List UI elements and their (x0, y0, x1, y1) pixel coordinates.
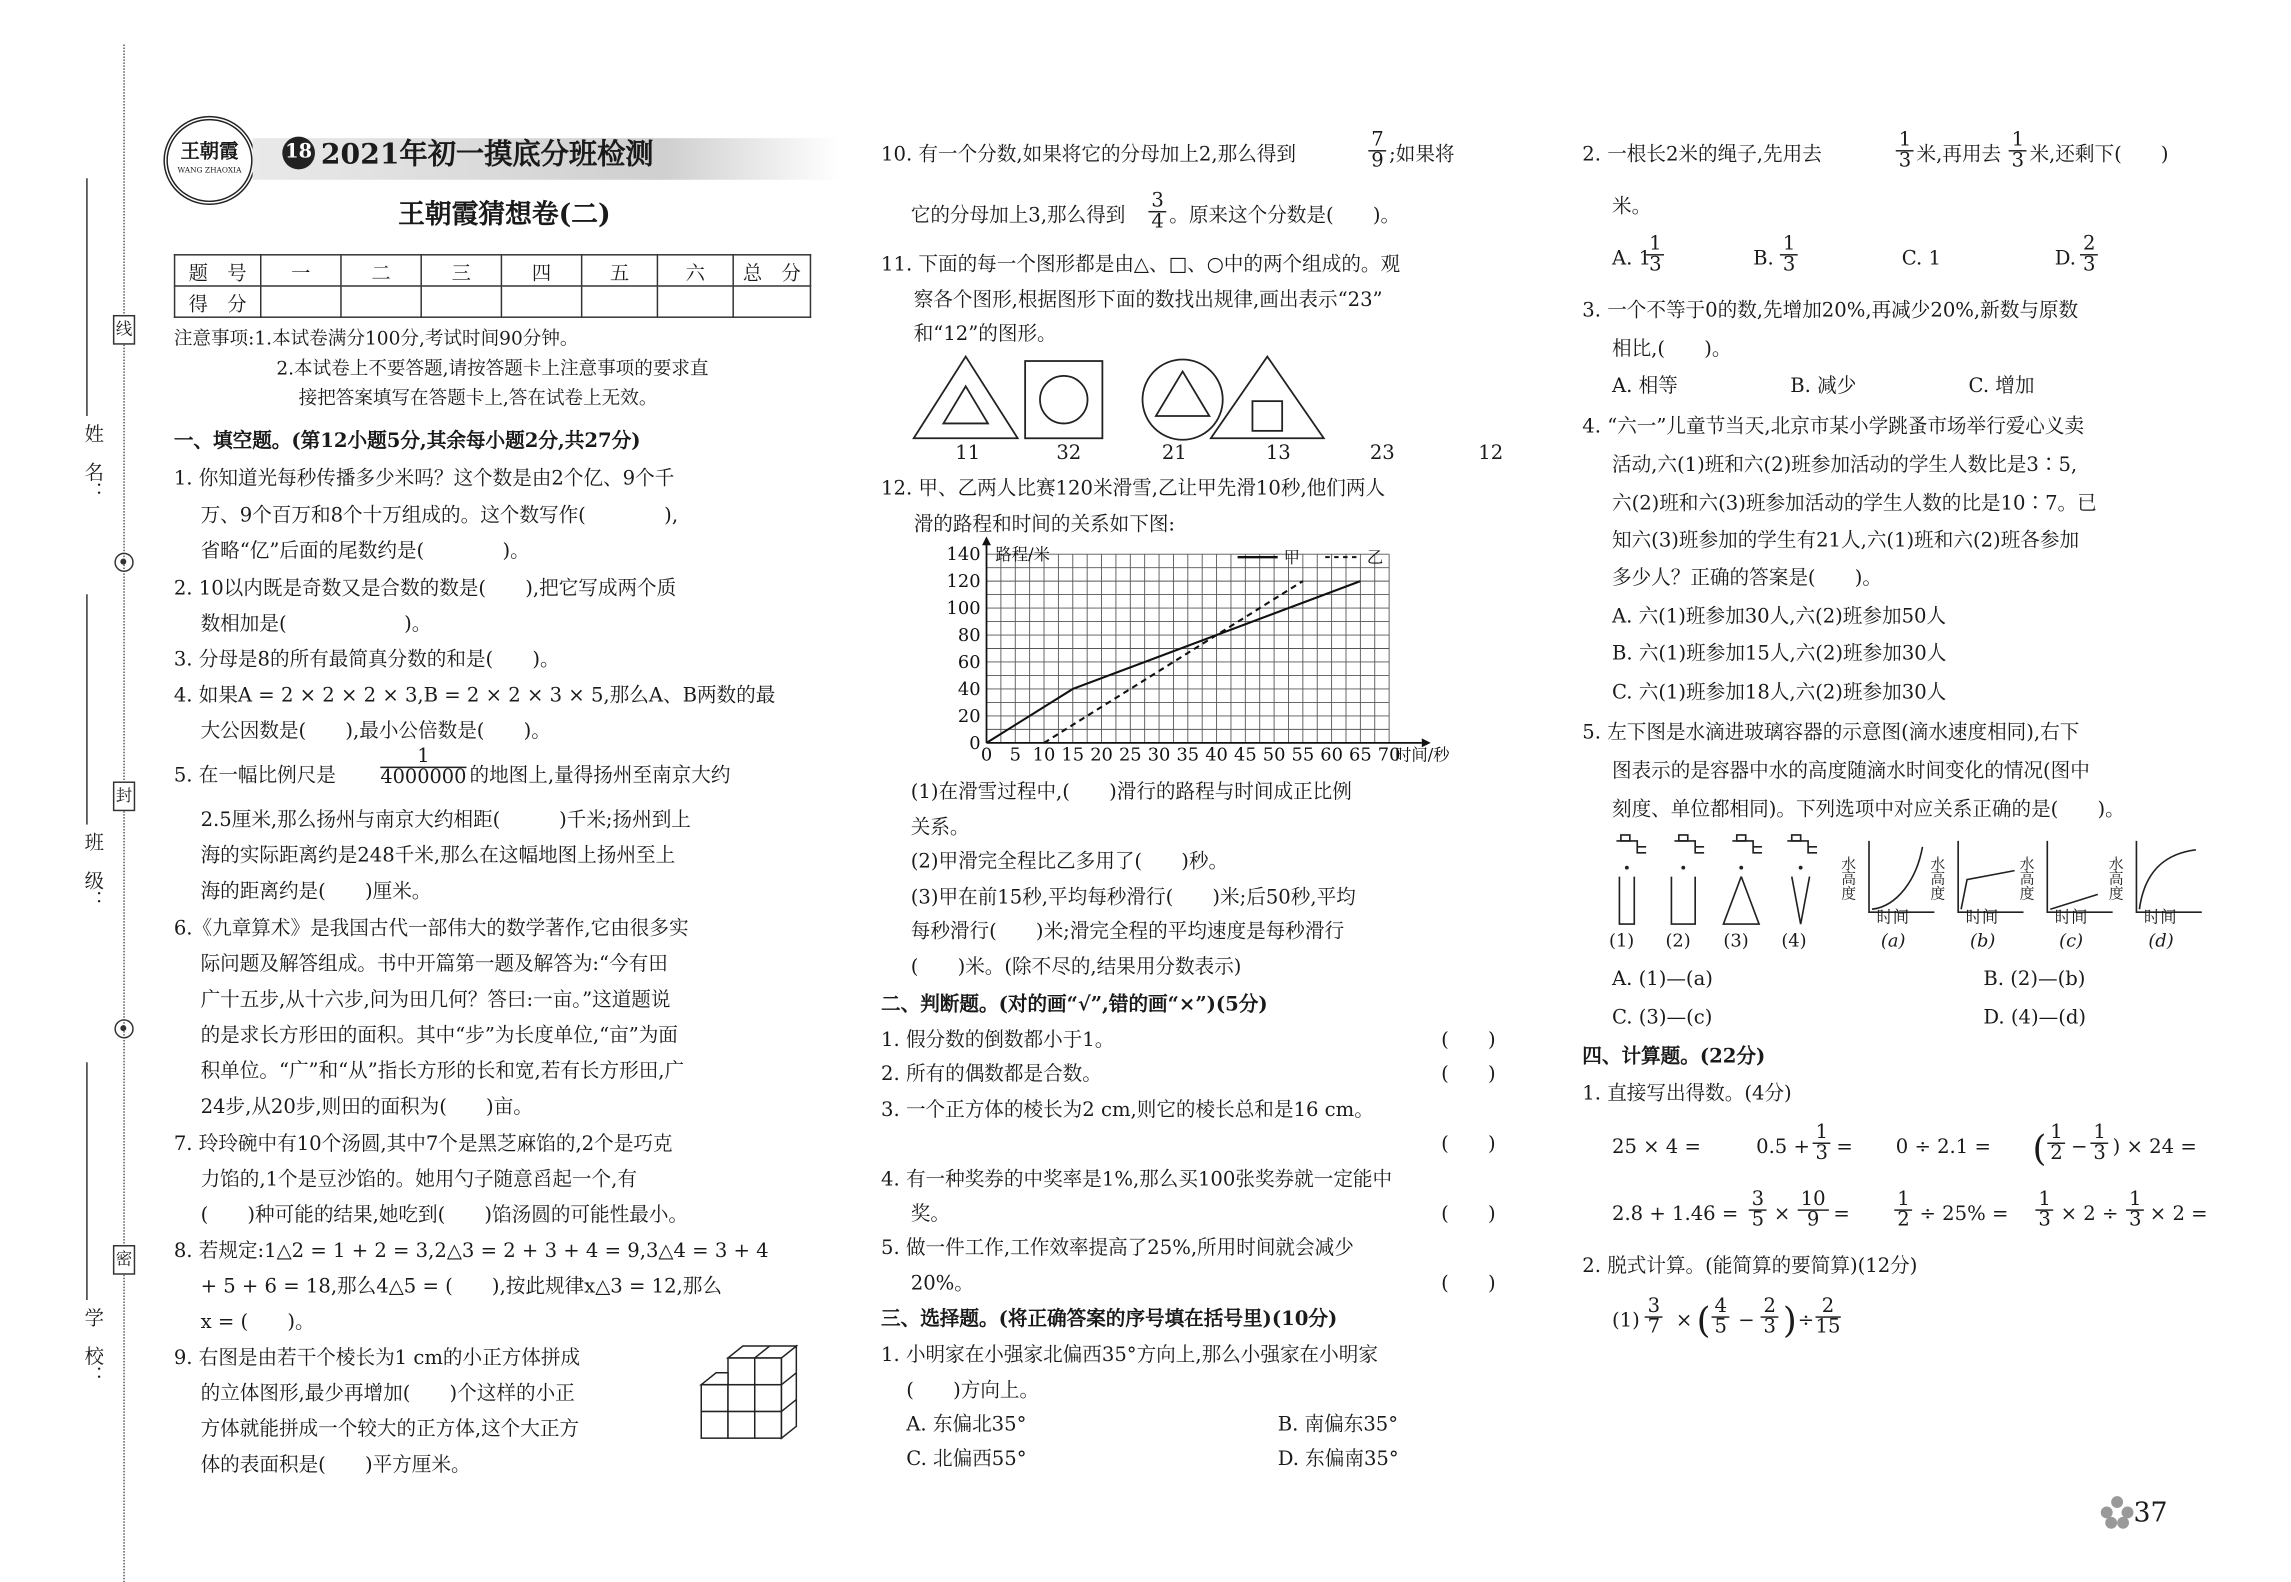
score-cell[interactable] (733, 286, 810, 317)
graph-label: (d) (2148, 930, 2174, 951)
choice-q5-line: 图表示的是容器中水的高度随滴水时间变化的情况(图中 (1611, 760, 2090, 783)
binding-mark-line: 线 (113, 315, 135, 345)
school-label: 学 校： (80, 1307, 103, 1385)
fraction-1-3: $\frac{1}{3}$ (1646, 235, 1664, 275)
x-tick-label: 0 (980, 744, 993, 766)
choice-option-b[interactable]: B. (2)—(b) (1983, 968, 2086, 991)
x-tick-label: 40 (1205, 744, 1228, 766)
fraction-2-3: $\frac{2}{3}$ (2080, 235, 2098, 275)
scale-fraction: $\frac{1}{4000000}$ (380, 745, 467, 789)
fraction-2-15: $\frac{2}{15}$ (1815, 1295, 1841, 1339)
y-tick-label: 0 (969, 732, 981, 754)
notice-2: 2.本试卷上不要答题,请按答题卡上注意事项的要求直 (276, 356, 709, 379)
shape-number: 13 (1265, 442, 1291, 466)
calc-expression: 25 × 4 = (1611, 1136, 1701, 1159)
section-4-heading: 四、计算题。(22分) (1582, 1045, 1766, 1069)
judge-item: 5. 做一件工作,工作效率提高了25%,所用时间就会减少 (881, 1237, 1354, 1260)
x-axis-label: 时间 (2143, 907, 2177, 928)
choice-q4-line: 六(2)班和六(3)班参加活动的学生人数的比是10∶7。已 (1611, 493, 2097, 516)
pattern-shapes (914, 354, 1538, 443)
choice-q2-line: 米,还剩下( ) (2029, 144, 2169, 167)
shape-number: 32 (1056, 442, 1082, 466)
x-tick-label: 20 (1090, 744, 1113, 766)
fraction-3-5: $\frac{3}{5}$ (1749, 1190, 1767, 1230)
calc-expression: ÷ 25% = (1919, 1203, 2009, 1226)
answer-paren[interactable]: ( ) (1441, 1029, 1496, 1052)
q10-line: 。原来这个分数是( )。 (1169, 205, 1401, 228)
shape-number-answer: 12 (1478, 442, 1504, 466)
x-tick-label: 70 (1377, 744, 1401, 766)
judge-item: 1. 假分数的倒数都小于1。 (881, 1029, 1115, 1052)
choice-option-b[interactable]: B. 减少 (1790, 375, 1857, 399)
q6-line: 积单位。“广”和“从”指长方形的长和宽,若有长方形田,广 (200, 1060, 685, 1084)
answer-paren[interactable]: ( ) (1441, 1063, 1496, 1087)
y-tick-label: 20 (957, 705, 981, 727)
q5-line: 2.5厘米,那么扬州与南京大约相距( )千米;扬州到上 (200, 809, 691, 832)
q7-line: ( )种可能的结果,她吃到( )馅汤圆的可能性最小。 (200, 1204, 689, 1228)
q9-line: 的立体图形,最少再增加( )个这样的小正 (200, 1383, 575, 1406)
choice-option-c[interactable]: C. (3)—(c) (1611, 1007, 1713, 1030)
q11-line: 和“12”的图形。 (913, 323, 1057, 347)
score-cell[interactable] (261, 286, 341, 317)
calc-expression: × (1773, 1203, 1791, 1226)
calc-expression: (1) (1611, 1310, 1640, 1333)
q6-line: 际问题及解答组成。书中开篇第一题及解答为:“今有田 (200, 953, 668, 977)
calc-paren: ( (1696, 1299, 1711, 1342)
fraction-3-7: $\frac{3}{7}$ (1645, 1297, 1663, 1337)
score-table: 题 号 一 二 三 四 五 六 总 分 得 分 (174, 254, 811, 318)
y-tick-label: 80 (957, 624, 981, 646)
x-tick-label: 15 (1061, 744, 1085, 766)
fraction-4-5: $\frac{4}{5}$ (1712, 1297, 1730, 1337)
x-tick-label: 45 (1233, 744, 1257, 766)
score-cell[interactable] (582, 286, 658, 317)
judge-item: 3. 一个正方体的棱长为2 cm,则它的棱长总和是16 cm。 (881, 1099, 1374, 1122)
choice-option-a[interactable]: A. 1 (1611, 248, 1652, 271)
water-containers-figure (1608, 835, 1846, 932)
choice-option-b[interactable]: B. 六(1)班参加15人,六(2)班参加30人 (1611, 643, 1947, 666)
choice-q2-line: 米,再用去 (1916, 144, 2002, 167)
x-axis-label: 时间 (1965, 907, 1999, 928)
fraction-1-2: $\frac{1}{2}$ (1894, 1190, 1912, 1230)
shape-number: 21 (1161, 442, 1187, 466)
x-tick-label: 65 (1349, 744, 1372, 766)
cube-stack-figure (698, 1337, 817, 1450)
container-label: (2) (1665, 930, 1691, 951)
q12-subline: 关系。 (910, 817, 970, 840)
fraction-7-9: $\frac{7}{9}$ (1368, 131, 1386, 171)
calc-expression: = (1833, 1203, 1850, 1226)
calc-paren: ( (2032, 1127, 2047, 1170)
graph-label: (a) (1880, 930, 1906, 951)
x-tick-label: 25 (1118, 744, 1142, 766)
q6-line: 6.《九章算术》是我国古代一部伟大的数学著作,它由很多实 (173, 918, 689, 941)
judge-item: 4. 有一种奖券的中奖率是1%,那么买100张奖券就一定能中 (881, 1169, 1393, 1192)
choice-option-c[interactable]: C. 增加 (1968, 375, 2035, 399)
calc-q2-heading: 2. 脱式计算。(能简算的要简算)(12分) (1582, 1255, 1918, 1278)
q10-line: ;如果将 (1389, 144, 1455, 167)
choice-option-d[interactable]: D. (2054, 248, 2076, 271)
score-cell[interactable] (341, 286, 421, 317)
calc-expression: × 2 = (2149, 1203, 2208, 1226)
choice-option-d[interactable]: D. (4)—(d) (1983, 1007, 2087, 1030)
q12-line: 12. 甲、乙两人比赛120米滑雪,乙让甲先滑10秒,他们两人 (881, 478, 1386, 501)
choice-q4-line: 知六(3)班参加的学生有21人,六(1)班和六(2)班各参加 (1611, 530, 2080, 553)
judge-item: 2. 所有的偶数都是合数。 (881, 1063, 1102, 1087)
choice-q1-line: 1. 小明家在小强家北偏西35°方向上,那么小强家在小明家 (881, 1344, 1378, 1367)
y-tick-label: 140 (946, 544, 981, 566)
answer-paren[interactable]: ( ) (1441, 1133, 1496, 1156)
container-label: (4) (1781, 930, 1807, 951)
choice-option-a[interactable]: A. (1)—(a) (1611, 968, 1713, 991)
q5-line: 5. 在一幅比例尺是 (173, 765, 336, 788)
choice-q5-line: 5. 左下图是水滴进玻璃容器的示意图(滴水速度相同),右下 (1582, 722, 2080, 745)
q6-line: 广十五步,从十六步,问为田几何？答曰:一亩。”这道题说 (200, 989, 671, 1012)
calc-expression: 2.8 + 1.46 = (1611, 1203, 1739, 1226)
q7-line: 力馅的,1个是豆沙馅的。她用勺子随意舀起一个,有 (200, 1169, 637, 1192)
shape-number: 11 (955, 442, 981, 466)
choice-q5-line: 刻度、单位都相同)。下列选项中对应关系正确的是( )。 (1611, 799, 2125, 822)
graph-label: (b) (1970, 930, 1996, 951)
fraction-1-3: $\frac{1}{3}$ (2090, 1123, 2108, 1163)
section-1-heading: 一、填空题。(第12小题5分,其余每小题2分,共27分) (173, 430, 641, 454)
answer-paren[interactable]: ( ) (1441, 1203, 1496, 1226)
calc-expression: 0 ÷ 2.1 = (1895, 1136, 1991, 1159)
choice-option-c[interactable]: C. 六(1)班参加18人,六(2)班参加30人 (1611, 681, 1947, 705)
fraction-1-3: $\frac{1}{3}$ (1813, 1123, 1831, 1163)
q12-subline: (3)甲在前15秒,平均每秒滑行( )米;后50秒,平均 (910, 886, 1356, 910)
q11-line: 察各个图形,根据图形下面的数找出规律,画出表示“23” (913, 289, 1383, 312)
calc-expression: − (1738, 1310, 1755, 1333)
q12-subline: ( )米。(除不尽的,结果用分数表示) (910, 956, 1242, 980)
q5-line: 海的实际距离约是248千米,那么在这幅地图上扬州至上 (200, 845, 676, 868)
y-tick-label: 60 (957, 651, 981, 673)
q9-line: 9. 右图是由若干个棱长为1 cm的小正方体拼成 (173, 1347, 581, 1370)
choice-option-a[interactable]: A. 东偏北35° (906, 1414, 1027, 1437)
x-tick-label: 35 (1176, 744, 1200, 766)
choice-option-b[interactable]: B. 南偏东35° (1277, 1414, 1399, 1437)
class-label: 班 级： (80, 831, 103, 910)
name-blank[interactable] (86, 178, 87, 416)
section-3-heading: 三、选择题。(将正确答案的序号填在括号里)(10分) (881, 1308, 1338, 1332)
q2-line: 数相加是( )。 (200, 613, 432, 636)
binding-hole-icon (114, 553, 133, 572)
choice-option-c[interactable]: C. 北偏西55° (906, 1448, 1027, 1471)
q6-line: 的是求长方形田的面积。其中“步”为长度单位,“亩”为面 (200, 1025, 678, 1048)
choice-q3-line: 相比,( )。 (1611, 338, 1732, 362)
notice-3: 接把答案填写在答题卡上,答在试卷上无效。 (298, 386, 658, 409)
calc-paren: ) (1782, 1299, 1797, 1342)
fraction-1-3: $\frac{1}{3}$ (1896, 131, 1914, 171)
legend-label-yi: 乙 (1366, 548, 1384, 568)
choice-option-a[interactable]: A. 六(1)班参加30人,六(2)班参加50人 (1611, 606, 1947, 629)
choice-q1-line: ( )方向上。 (906, 1380, 1040, 1403)
y-axis-title: 路程/米 (995, 545, 1050, 565)
q4-line: 大公因数是( ),最小公倍数是( )。 (200, 720, 551, 743)
binding-dotted-line (123, 45, 124, 1582)
calc-expression: = (1836, 1136, 1853, 1159)
container-label: (3) (1723, 930, 1749, 951)
fraction-3-4: $\frac{3}{4}$ (1148, 192, 1166, 232)
choice-q3-line: 3. 一个不等于0的数,先增加20%,再减少20%,新数与原数 (1582, 300, 2079, 323)
choice-q4-line: 多少人？正确的答案是( )。 (1611, 567, 1882, 590)
judge-item: 20%。 (910, 1273, 974, 1296)
fraction-10-9: $\frac{10}{9}$ (1798, 1190, 1829, 1230)
q3-line: 3. 分母是8的所有最简真分数的和是( )。 (173, 649, 560, 672)
y-axis-label: 水高度 (2017, 855, 2036, 901)
score-cell[interactable] (421, 286, 501, 317)
fraction-1-2: $\frac{1}{2}$ (2047, 1123, 2065, 1163)
choice-q2-line: 2. 一根长2米的绳子,先用去 (1582, 144, 1822, 167)
exam-subtitle: 王朝霞猜想卷(二) (398, 199, 611, 231)
x-axis-title: 时间/秒 (1395, 745, 1450, 765)
x-axis-label: 时间 (2054, 907, 2088, 928)
y-axis-label: 水高度 (2106, 855, 2125, 901)
fraction-1-3: $\frac{1}{3}$ (1780, 235, 1798, 275)
graph-label: (c) (2059, 930, 2084, 951)
section-2-heading: 二、判断题。(对的画“√”,错的画“×”)(5分) (881, 993, 1268, 1017)
q12-line: 滑的路程和时间的关系如下图: (913, 514, 1176, 537)
q8-line: + 5 + 6 = 18,那么4△5 = ( ),按此规律x△3 = 12,那么 (200, 1276, 722, 1299)
q12-subline: (2)甲滑完全程比乙多用了( )秒。 (910, 851, 1229, 874)
fraction-1-3: $\frac{1}{3}$ (2035, 1190, 2053, 1230)
page-number: 37 (2133, 1497, 2168, 1529)
score-cell[interactable] (657, 286, 733, 317)
x-tick-label: 30 (1147, 744, 1171, 766)
q10-line: 10. 有一个分数,如果将它的分母加上2,那么得到 (881, 144, 1296, 167)
shape-number-answer: 23 (1369, 442, 1395, 466)
answer-paren[interactable]: ( ) (1441, 1273, 1496, 1296)
choice-q4-line: 活动,六(1)班和六(2)班参加活动的学生人数比是3∶5, (1611, 454, 2078, 477)
q9-line: 体的表面积是( )平方厘米。 (200, 1454, 471, 1477)
fraction-1-3: $\frac{1}{3}$ (2126, 1190, 2144, 1230)
school-blank[interactable] (86, 1062, 87, 1300)
y-tick-label: 100 (946, 598, 981, 620)
q11-line: 11. 下面的每一个图形都是由△、□、○中的两个组成的。观 (881, 254, 1401, 277)
choice-option-a[interactable]: A. 相等 (1611, 375, 1678, 399)
legend-label-jia: 甲 (1283, 548, 1300, 568)
q1-line: 1. 你知道光每秒传播多少米吗？这个数是由2个亿、9个千 (173, 467, 675, 491)
calc-q1-heading: 1. 直接写出得数。(4分) (1582, 1083, 1792, 1106)
fraction-1-3: $\frac{1}{3}$ (2009, 131, 2027, 171)
calc-expression: × (1675, 1310, 1693, 1333)
x-tick-label: 10 (1032, 744, 1056, 766)
y-tick-label: 40 (957, 678, 981, 700)
y-axis-label: 水高度 (1839, 855, 1858, 901)
name-label: 姓 名： (80, 423, 103, 501)
judge-item: 奖。 (910, 1203, 950, 1226)
x-tick-label: 5 (1009, 744, 1021, 766)
calc-expression: × 2 ÷ (2060, 1203, 2119, 1226)
class-blank[interactable] (86, 594, 87, 824)
q6-line: 24步,从20步,则田的面积为( )亩。 (200, 1096, 533, 1119)
q1-line: 省略“亿”后面的尾数约是( )。 (200, 540, 530, 564)
choice-option-b[interactable]: B. (1753, 248, 1774, 271)
x-axis-label: 时间 (1876, 907, 1910, 928)
choice-q4-line: 4. “六一”儿童节当天,北京市某小学跳蚤市场举行爱心义卖 (1582, 415, 2085, 439)
choice-q2-line: 米。 (1611, 196, 1652, 219)
q12-subline: (1)在滑雪过程中,( )滑行的路程与时间成正比例 (910, 781, 1352, 804)
binding-mark-close: 密 (113, 1245, 135, 1275)
q5-line: 海的距离约是( )厘米。 (200, 881, 432, 904)
q5-line: 的地图上,量得扬州至南京大约 (469, 765, 731, 788)
fraction-2-3: $\frac{2}{3}$ (1761, 1297, 1779, 1337)
ski-distance-chart (921, 539, 1515, 777)
series-number-badge: 18 (282, 137, 315, 170)
score-cell[interactable] (501, 286, 581, 317)
calc-expression: ÷ (1797, 1310, 1815, 1333)
y-tick-label: 120 (946, 571, 981, 593)
q8-line: x = ( )。 (200, 1311, 315, 1335)
q8-line: 8. 若规定:1△2 = 1 + 2 = 3,2△3 = 2 + 3 + 4 = 9,3△4 = 3 + 4 (173, 1240, 769, 1263)
x-tick-label: 60 (1320, 744, 1343, 766)
q1-line: 万、9个百万和8个十万组成的。这个数写作( ), (200, 505, 679, 528)
calc-expression: − (2071, 1136, 2088, 1159)
x-tick-label: 50 (1262, 744, 1286, 766)
q10-line: 它的分母加上3,那么得到 (910, 205, 1126, 228)
container-label: (1) (1609, 930, 1635, 951)
q2-line: 2. 10以内既是奇数又是合数的数是( ),把它写成两个质 (173, 577, 677, 601)
q7-line: 7. 玲玲碗中有10个汤圆,其中7个是黑芝麻馅的,2个是巧克 (173, 1133, 673, 1156)
choice-option-c[interactable]: C. 1 (1901, 248, 1941, 271)
y-axis-label: 水高度 (1928, 855, 1947, 901)
x-tick-label: 55 (1291, 744, 1315, 766)
q12-subline: 每秒滑行( )米;滑完全程的平均速度是每秒滑行 (910, 921, 1345, 944)
q4-line: 4. 如果A = 2 × 2 × 2 × 3,B = 2 × 2 × 3 × 5,那么A、B两数的最 (173, 684, 776, 708)
calc-expression: ) × 24 = (2112, 1136, 2197, 1159)
brand-logo: 王朝霞 WANG ZHAOXIA (163, 116, 255, 205)
q9-line: 方体就能拼成一个较大的正方体,这个大正方 (200, 1418, 580, 1442)
binding-mark-seal: 封 (113, 781, 135, 811)
binding-hole-icon (114, 1019, 133, 1038)
choice-option-d[interactable]: D. 东偏南35° (1277, 1448, 1399, 1471)
exam-title: 2021年初一摸底分班检测 (320, 138, 654, 171)
calc-expression: 0.5 + (1756, 1136, 1810, 1159)
notice-1: 注意事项:1.本试卷满分100分,考试时间90分钟。 (173, 326, 579, 350)
